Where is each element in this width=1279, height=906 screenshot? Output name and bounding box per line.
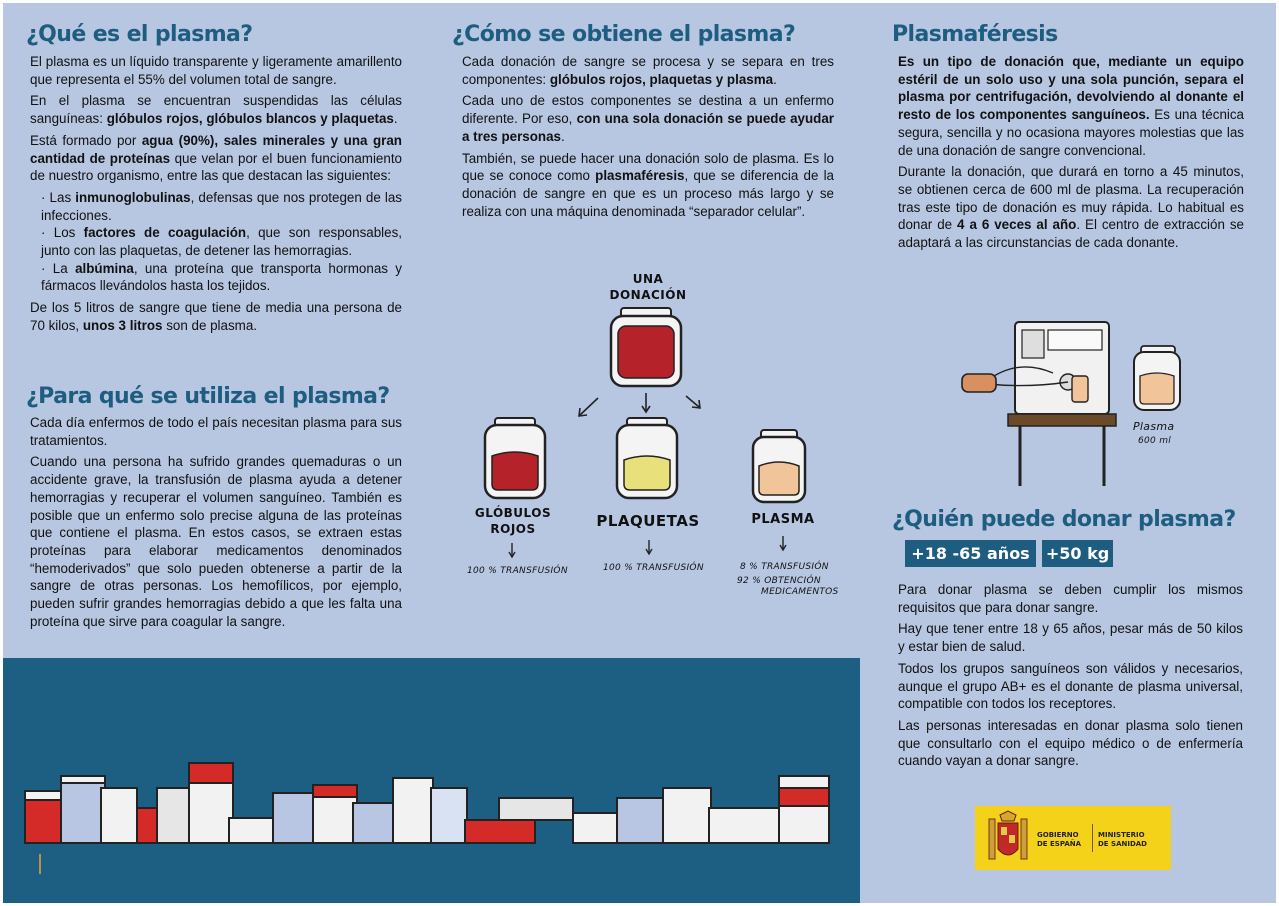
label-una: UNA [632,272,664,286]
split-arrows-icon [579,393,700,416]
label-rojos: ROJOS [490,522,536,536]
note-plasma-obtencion: 92 % OBTENCIÓN [737,576,821,586]
paragraph-plasmaferesis-duration: Durante la donación, que durará en torno a 45 minutos, se obtienen cerca de 600 ml de plasma. La recuperación tras este tipo de donación es muy rápida. Lo habitual es donar de 4 a 6 veces al año. El centro de extracción se adaptará a las circunstancias de cada donante. [898,164,1244,251]
badge-weight: +50 kg [1042,540,1113,567]
machine-label-plasma: Plasma [1133,420,1175,433]
paragraph-req-1: Para donar plasma se deben cumplir los mismos requisitos que para donar sangre. [898,582,1243,615]
column-uso [26,383,402,634]
red-cells-bag-icon [485,418,545,498]
medicine-bottles-illustration [3,658,860,903]
logo-gobierno: GOBIERNO DE ESPAÑA [1037,831,1082,848]
paragraph-uso-1: Cada día enfermos de todo el país necesitan plasma para sus tratamientos. [30,415,402,448]
paragraph-components: Cada donación de sangre se procesa y se separa en tres componentes: glóbulos rojos, plaquetas y plasma. [462,54,834,87]
paragraph-cells: En el plasma se encuentran suspendidas las células sanguíneas: glóbulos rojos, glóbulos blancos y plaquetas. [30,93,402,127]
paragraph-req-2: Hay que tener entre 18 y 65 años, pesar más de 50 kilos y estar bien de salud. [898,621,1243,655]
note-plasma-transfusion: 8 % TRANSFUSIÓN [740,562,829,572]
paragraph-uso-2: Cuando una persona ha sufrido grandes quemaduras o un accidente grave, la transfusión de plasma ayuda a detener hemorragias y recuperar el volumen sanguíneo. También es posible que un enfermo solo precise alguna de las proteínas que contiene el plasma. En estos casos, se extraen estas proteínas para elaborar medicamentos denominados “hemoderivados” que solo pueden obtenerse a partir de la sangre de otras personas. Los hemofílicos, por ejemplo, pueden sufrir grandes hemorragias debido a que les falta una proteína que sirve para coagular la sangre. [30,454,402,629]
badge-age: +18 -65 años [905,540,1036,567]
paragraph-definition: El plasma es un líquido transparente y ligeramente amarillento que representa el 55% del volumen total de sangre. [30,54,402,87]
paragraph-three-people: Cada uno de estos componentes se destina a un enfermo diferente. Por eso, con una sola donación se puede ayudar a tres personas. [462,93,835,144]
plasma-bag-icon [753,430,805,502]
paragraph-req-3: Todos los grupos sanguíneos son válidos y necesarios, aunque el grupo AB+ es el donante de plasma universal, compatible con todos los receptores. [898,660,1243,712]
paragraph-plasmaferesis-intro: También, se puede hacer una donación solo de plasma. Es lo que se conoce como plasmaféresis, que se diferencia de la donación de sangre en que es un proceso más largo y se realiza con una máquina denominada “separador celular”. [462,150,834,219]
medicines-band [3,658,860,903]
column-que-es [26,21,402,339]
label-plasma: PLASMA [751,512,815,527]
column-plasmaferesis [892,21,1244,256]
column-como-se-obtiene [452,21,834,224]
paragraph-plasmaferesis-definition: Es un tipo de donación que, mediante un equipo estéril de un solo uso y una sola punción, separa el plasma por centrifugación, devolviendo al donante el resto de los componentes sanguíneos. Es una técnica segura, sencilla y no ocasiona mayores molestias que las de una donación de sangre convencional. [898,54,1245,158]
separator-machine-icon [958,318,1188,488]
logo-ministerio: MINISTERIO DE SANIDAD [1098,831,1147,848]
heading-para-que-se-utiliza: ¿Para qué se utiliza el plasma? [26,384,390,409]
column-quien-puede [892,506,1244,534]
note-red-transfusion: 100 % TRANSFUSIÓN [467,566,568,576]
bullet-inmunoglobulinas: · Las inmunoglobulinas, defensas que nos protegen de las infecciones. [41,189,402,223]
heading-quien-puede-donar: ¿Quién puede donar plasma? [892,507,1236,532]
bullet-albumina: · La albúmina, una proteína que transporta hormonas y fármacos llevándolos hasta los tejidos. [41,260,402,294]
note-platelets-transfusion: 100 % TRANSFUSIÓN [603,563,704,573]
brochure-page [3,3,1276,903]
down-arrows-icon [509,536,786,557]
label-plaquetas: PLAQUETAS [596,512,700,530]
requirements-text [898,581,1243,774]
bullet-coagulacion: · Los factores de coagulación, que son responsables, junto con las plaquetas, de detener las hemorragias. [41,225,402,259]
coat-of-arms-icon [983,809,1033,869]
heading-como-se-obtiene: ¿Cómo se obtiene el plasma? [452,22,796,47]
donation-diagram [443,268,873,613]
paragraph-composition: Está formado por agua (90%), sales minerales y una gran cantidad de proteínas que velan por el buen funcionamiento de nuestro organismo, entre las que destacan las siguientes: [30,132,402,184]
label-globulos: GLÓBULOS [474,506,552,520]
heading-plasmaferesis: Plasmaféresis [892,22,1058,47]
label-donacion: DONACIÓN [609,288,687,302]
paragraph-req-4: Las personas interesadas en donar plasma solo tienen que consultarlo con el equipo médico o de enfermería cuando vayan a donar sangre. [898,717,1243,769]
ministerio-logo [975,806,1171,870]
machine-illustration [958,318,1188,488]
platelets-bag-icon [617,418,677,498]
note-plasma-medicamentos: MEDICAMENTOS [761,587,839,597]
paragraph-volume: De los 5 litros de sangre que tiene de media una persona de 70 kilos, unos 3 litros son de plasma. [30,300,402,333]
heading-que-es-plasma: ¿Qué es el plasma? [26,22,253,47]
main-blood-bag-icon [611,308,681,386]
machine-label-volume: 600 ml [1138,436,1172,446]
